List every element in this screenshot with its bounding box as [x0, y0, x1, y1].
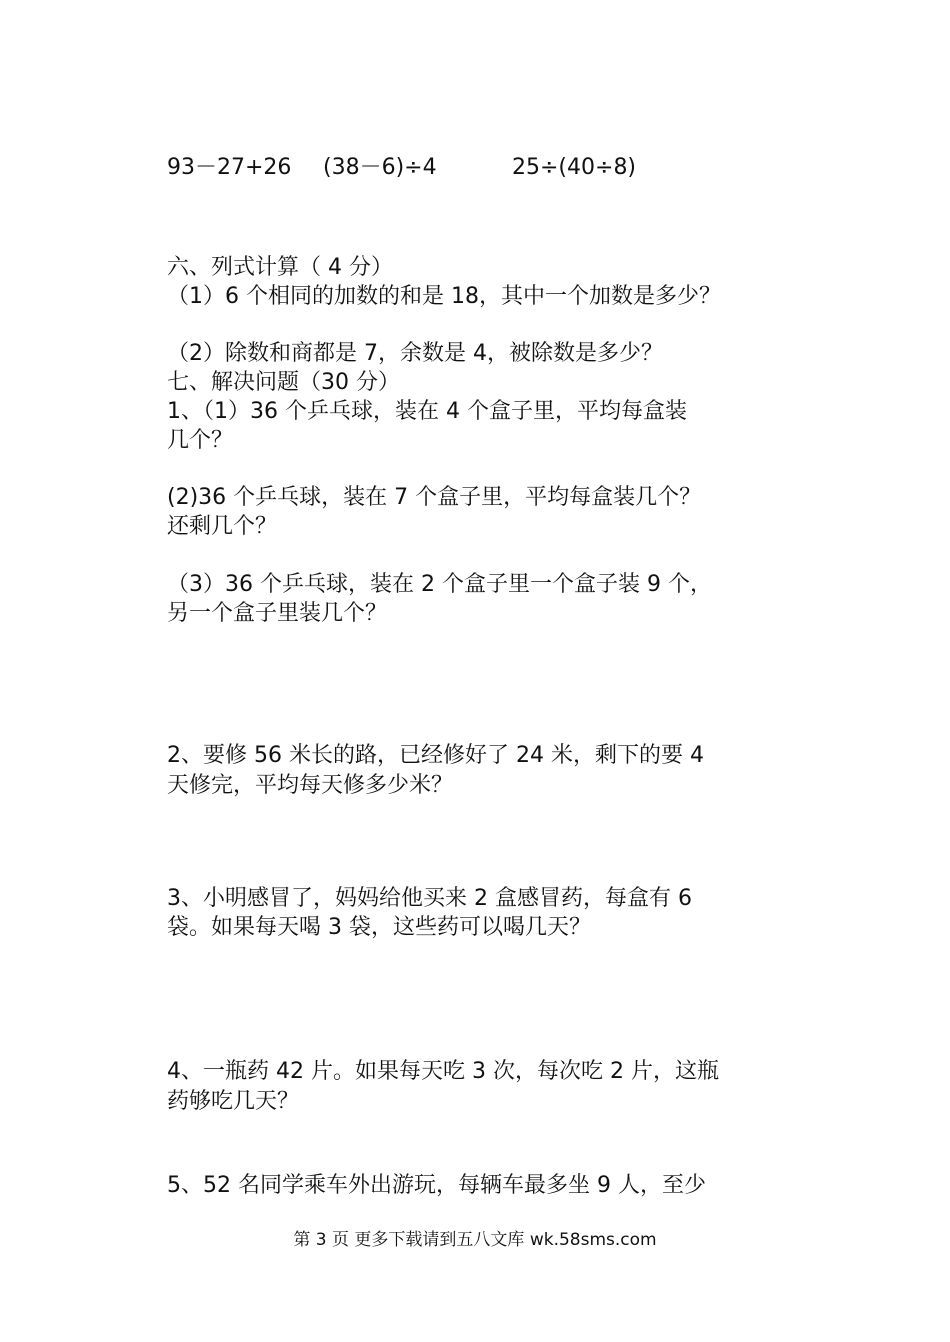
problem-5-line-1: 5、52 名同学乘车外出游玩，每辆车最多坐 9 人，至少	[167, 1173, 706, 1198]
expression-2: (38－6)÷4	[323, 155, 437, 180]
problem-1b-line-1: (2)36 个乒乓球，装在 7 个盒子里，平均每盒装几个？	[167, 485, 702, 510]
section-6-question-1: （1）6 个相同的加数的和是 18，其中一个加数是多少？	[167, 284, 721, 309]
problem-1c-line-2: 另一个盒子里装几个？	[167, 601, 388, 626]
section-6-question-2: （2）除数和商都是 7，余数是 4，被除数是多少？	[167, 341, 663, 366]
section-7-heading: 七、解决问题（30 分）	[167, 370, 400, 395]
expression-3: 25÷(40÷8)	[512, 155, 637, 180]
problem-3-line-2: 袋。如果每天喝 3 袋，这些药可以喝几天？	[167, 915, 591, 940]
expression-1: 93－27+26	[167, 155, 292, 180]
problem-1b-line-2: 还剩几个？	[167, 514, 278, 539]
problem-1a-line-1: 1、（1）36 个乒乓球，装在 4 个盒子里，平均每盒装	[167, 399, 687, 424]
section-6-heading: 六、列式计算（ 4 分）	[167, 255, 393, 280]
problem-2-line-1: 2、要修 56 米长的路，已经修好了 24 米，剩下的要 4	[167, 743, 704, 768]
problem-3-line-1: 3、小明感冒了，妈妈给他买来 2 盒感冒药，每盒有 6	[167, 886, 692, 911]
problem-4-line-2: 药够吃几天？	[167, 1089, 300, 1114]
problem-1a-line-2: 几个？	[167, 428, 234, 453]
problem-4-line-1: 4、一瓶药 42 片。如果每天吃 3 次，每次吃 2 片，这瓶	[167, 1059, 719, 1084]
page-footer: 第 3 页 更多下载请到五八文库 wk.58sms.com	[293, 1230, 657, 1250]
problem-1c-line-1: （3）36 个乒乓球，装在 2 个盒子里一个盒子装 9 个，	[167, 572, 712, 597]
problem-2-line-2: 天修完，平均每天修多少米？	[167, 773, 454, 798]
